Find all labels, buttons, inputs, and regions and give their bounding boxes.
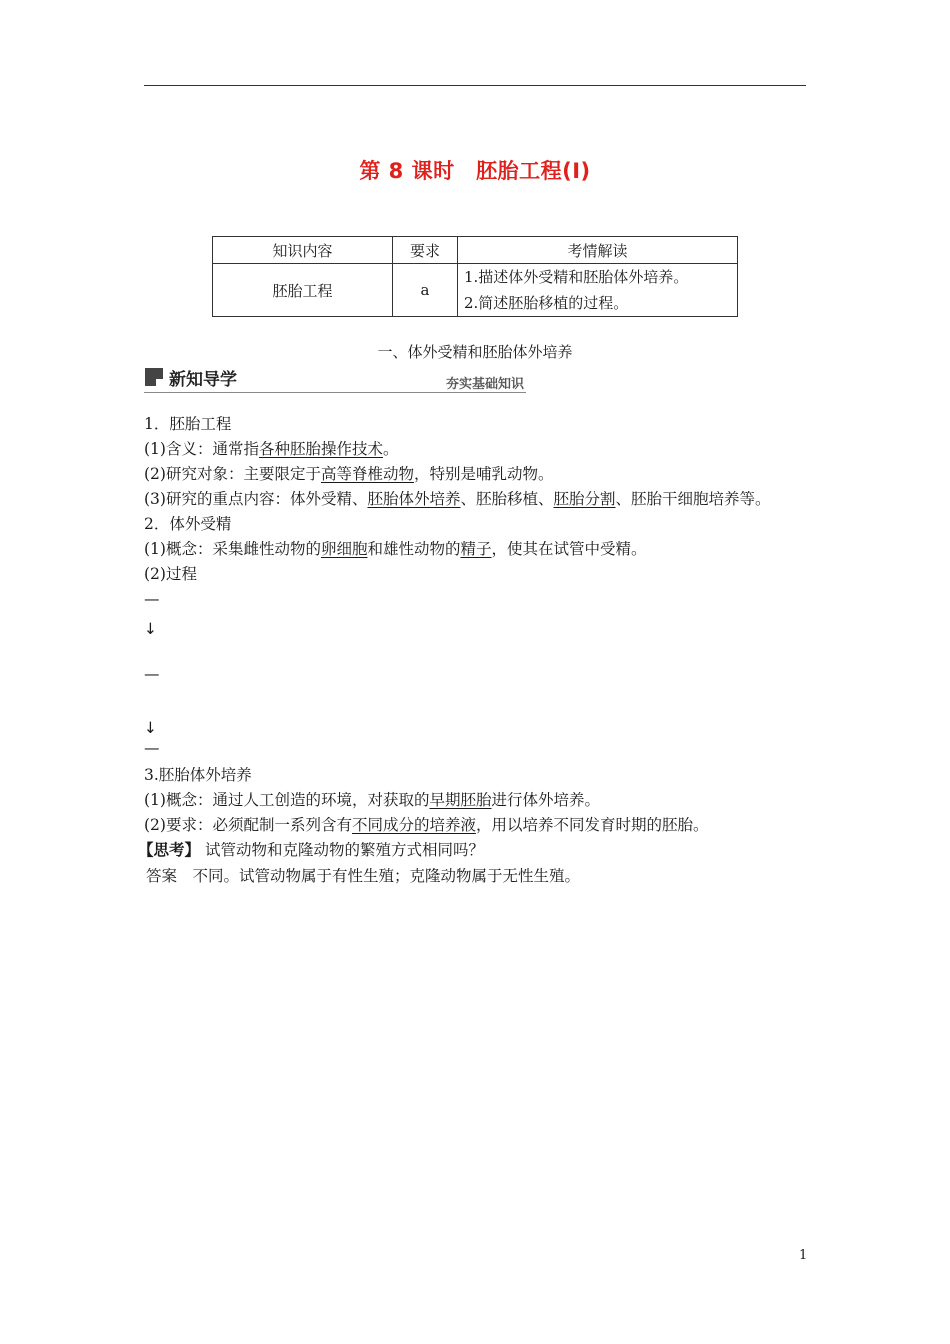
requirements-table: [212, 236, 738, 317]
heading-in-vitro-fertilization: 2．体外受精: [144, 515, 232, 533]
process-dash-2: —: [144, 665, 160, 683]
paragraph-fertilization-concept: (1)概念：采集雌性动物的卵细胞和雄性动物的精子，使其在试管中受精。: [144, 540, 647, 558]
process-arrow-2: ↓: [144, 719, 157, 737]
banner-subtitle: 夯实基础知识: [445, 377, 524, 392]
answer-line: [146, 866, 580, 886]
table-header-level: 要求: [393, 237, 458, 264]
table-note-1: 1.描述体外受精和胚胎体外培养。: [464, 268, 689, 286]
banner-rule: [144, 392, 526, 393]
think-question-text: 试管动物和克隆动物的繁殖方式相同吗？: [200, 841, 484, 859]
section-heading: 一、体外受精和胚胎体外培养: [377, 343, 573, 361]
think-question: [138, 840, 484, 860]
underlined-term: 胚胎体外培养: [367, 490, 461, 508]
page-number: 1: [799, 1248, 808, 1263]
paragraph-culture-concept: (1)概念：通过人工创造的环境，对获取的早期胚胎进行体外培养。: [144, 791, 600, 809]
underlined-term: 卵细胞: [320, 540, 368, 558]
underlined-term: 精子: [460, 540, 492, 558]
banner-title: 新知导学: [169, 370, 237, 390]
underlined-term: 早期胚胎: [429, 791, 492, 809]
underlined-term: 不同成分的培养液: [351, 816, 476, 834]
table-cell-notes: [458, 264, 738, 317]
underlined-term: 胚胎分割: [553, 490, 616, 508]
heading-embryo-engineering: 1．胚胎工程: [144, 415, 232, 433]
paragraph-definition: (1)含义：通常指各种胚胎操作技术。: [144, 440, 399, 458]
answer-text: 不同。试管动物属于有性生殖；克隆动物属于无性生殖。: [177, 867, 581, 885]
table-cell-content: 胚胎工程: [213, 264, 393, 317]
paragraph-research-focus: (3)研究的重点内容：体外受精、胚胎体外培养、胚胎移植、胚胎分割、胚胎干细胞培养等。: [144, 490, 771, 508]
table-header-notes: 考情解读: [458, 237, 738, 264]
paragraph-research-object: (2)研究对象：主要限定于高等脊椎动物，特别是哺乳动物。: [144, 465, 554, 483]
think-label: 【思考】: [138, 841, 201, 859]
table-header-content: 知识内容: [213, 237, 393, 264]
underlined-term: 高等脊椎动物: [320, 465, 414, 483]
process-arrow-1: ↓: [144, 620, 157, 638]
top-rule: [144, 85, 806, 86]
table-cell-level: a: [393, 264, 458, 317]
table-note-2: 2.简述胚胎移植的过程。: [464, 294, 629, 312]
answer-label: 答案: [146, 867, 178, 885]
section-banner: [144, 366, 526, 394]
banner-square-icon: [145, 368, 163, 386]
process-dash-3: —: [144, 739, 160, 757]
underlined-term: 各种胚胎操作技术: [258, 440, 383, 458]
paragraph-process: (2)过程: [144, 565, 197, 583]
page-title: 第 8 课时 胚胎工程(Ⅰ): [359, 159, 591, 183]
paragraph-culture-requirement: (2)要求：必须配制一系列含有不同成分的培养液，用以培养不同发育时期的胚胎。: [144, 816, 709, 834]
heading-embryo-culture: 3.胚胎体外培养: [144, 766, 252, 784]
process-dash-1: —: [144, 590, 160, 608]
